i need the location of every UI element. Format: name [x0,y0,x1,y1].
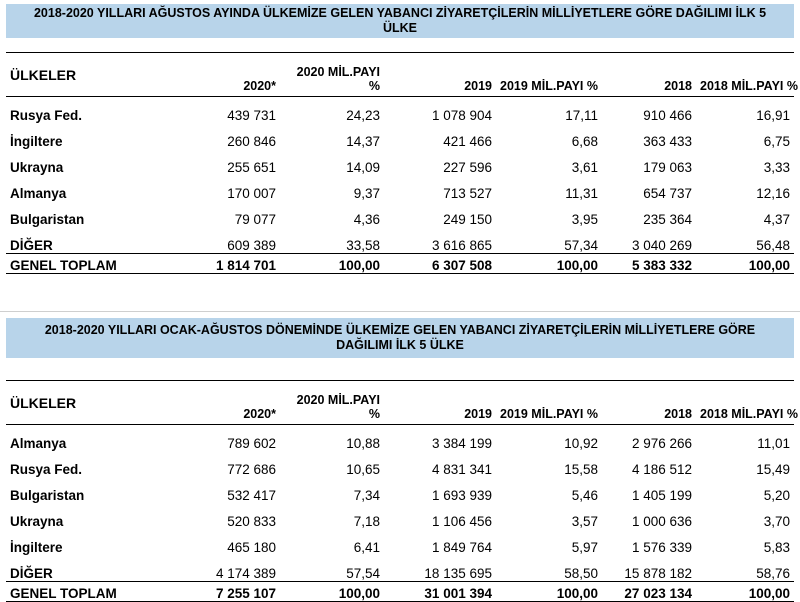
cell-value-2020: 532 417 [227,488,276,503]
cell-country: DİĞER [10,566,53,581]
cell-share-2018: 5,20 [763,488,790,503]
cell-share-2020: 57,54 [346,566,380,581]
cell-value-2020: 79 077 [234,212,276,227]
header-2018: 2018 [602,53,696,97]
cell-country: Almanya [10,436,67,451]
cell-value-2018: 2 976 266 [631,436,692,451]
header-2019-share: 2019 MİL.PAYI % [496,53,602,97]
header-2018-share: 2018 MİL.PAYI % [696,53,794,97]
cell-value-2019: 1 106 456 [431,514,492,529]
cell-share-2020: 4,36 [353,212,380,227]
total-value-2020: 7 255 107 [156,582,280,602]
cell-value-2019: 3 384 199 [431,436,492,451]
cell-value-2018: 1 576 339 [631,540,692,555]
cell-country: Ukrayna [10,160,64,175]
cell-country: Almanya [10,186,67,201]
cell-value-2018: 1 405 199 [631,488,692,503]
cell-share-2020: 14,37 [346,134,380,149]
cell-country: DİĞER [10,238,53,253]
cell-share-2019: 57,34 [564,238,598,253]
cell-country: İngiltere [10,134,63,149]
header-2020-share: 2020 MİL.PAYI % [280,53,384,97]
cell-value-2020: 260 846 [227,134,276,149]
total-row [6,582,794,602]
header-2018-share: 2018 MİL.PAYI % [696,381,794,425]
table-row [6,451,794,477]
cell-value-2020: 4 174 389 [215,566,276,581]
cell-share-2020: 24,23 [346,108,380,123]
total-share-2018: 100,00 [696,254,794,274]
table-row [6,529,794,555]
cell-value-2018: 363 433 [643,134,692,149]
cell-share-2018: 11,01 [757,436,790,451]
cell-share-2019: 5,97 [571,540,598,555]
total-value-2020: 1 814 701 [156,254,280,274]
total-share-2019: 100,00 [496,582,602,602]
cell-share-2019: 10,92 [564,436,598,451]
cell-value-2020: 520 833 [227,514,276,529]
cell-share-2020: 7,34 [353,488,380,503]
table-block-january-august [6,318,798,602]
table-title: 2018-2020 YILLARI AĞUSTOS AYINDA ÜLKEMİZE GELEN YABANCI ZİYARETÇİLERİN MİLLİYETLERE GÖRE DAĞILIMI İLK 5 ÜLKE [6,4,794,38]
cell-value-2018: 4 186 512 [631,462,692,477]
header-countries: ÜLKELER [6,381,156,425]
cell-value-2018: 910 466 [643,108,692,123]
table-row [6,503,794,529]
table-row [6,555,794,582]
cell-value-2019: 1 078 904 [431,108,492,123]
cell-value-2019: 1 849 764 [431,540,492,555]
total-share-2019: 100,00 [496,254,602,274]
cell-value-2019: 4 831 341 [431,462,492,477]
cell-share-2019: 11,31 [565,186,598,201]
cell-share-2018: 6,75 [763,134,790,149]
cell-country: Bulgaristan [10,212,85,227]
cell-country: Bulgaristan [10,488,85,503]
cell-share-2018: 56,48 [756,238,790,253]
header-2019-share: 2019 MİL.PAYI % [496,381,602,425]
cell-value-2019: 249 150 [443,212,492,227]
cell-value-2019: 227 596 [443,160,492,175]
cell-value-2018: 1 000 636 [631,514,692,529]
cell-value-2018: 15 878 182 [624,566,692,581]
cell-share-2019: 15,58 [564,462,598,477]
cell-share-2020: 14,09 [346,160,380,175]
cell-share-2020: 33,58 [346,238,380,253]
total-row [6,254,794,274]
cell-country: Rusya Fed. [10,108,83,123]
table-row [6,123,794,149]
cell-value-2019: 1 693 939 [431,488,492,503]
header-2019: 2019 [384,381,496,425]
header-2020: 2020* [156,381,280,425]
total-value-2018: 27 023 134 [602,582,696,602]
total-value-2019: 6 307 508 [384,254,496,274]
cell-value-2018: 3 040 269 [631,238,692,253]
cell-country: İngiltere [10,540,63,555]
cell-value-2019: 3 616 865 [431,238,492,253]
header-countries: ÜLKELER [6,53,156,97]
cell-share-2018: 15,49 [756,462,790,477]
cell-share-2019: 58,50 [564,566,598,581]
table-title: 2018-2020 YILLARI OCAK-AĞUSTOS DÖNEMİNDE ÜLKEMİZE GELEN YABANCI ZİYARETÇİLERİN MİLLİYETLERE GÖRE DAĞILIMI İLK 5 ÜLKE [6,318,794,358]
cell-value-2020: 609 389 [227,238,276,253]
table-row [6,97,794,124]
cell-share-2019: 3,61 [571,160,598,175]
cell-share-2020: 9,37 [353,186,380,201]
cell-value-2018: 179 063 [643,160,692,175]
table-row [6,425,794,452]
cell-value-2019: 421 466 [443,134,492,149]
cell-share-2018: 3,33 [763,160,790,175]
cell-share-2020: 6,41 [353,540,380,555]
header-2018: 2018 [602,381,696,425]
cell-share-2018: 12,16 [756,186,790,201]
cell-share-2018: 5,83 [763,540,790,555]
cell-share-2018: 3,70 [763,514,790,529]
cell-value-2018: 654 737 [643,186,692,201]
total-value-2018: 5 383 332 [602,254,696,274]
table-row [6,477,794,503]
cell-country: Ukrayna [10,514,64,529]
data-table [6,52,798,274]
header-2019: 2019 [384,53,496,97]
section-divider [0,311,800,312]
header-2020-share: 2020 MİL.PAYI % [280,381,384,425]
total-value-2019: 31 001 394 [384,582,496,602]
cell-share-2019: 5,46 [571,488,598,503]
total-share-2020: 100,00 [280,582,384,602]
cell-share-2018: 4,37 [763,212,790,227]
header-2020: 2020* [156,53,280,97]
cell-share-2018: 16,91 [756,108,790,123]
cell-value-2018: 235 364 [643,212,692,227]
cell-value-2020: 772 686 [227,462,276,477]
cell-share-2020: 7,18 [353,514,380,529]
cell-share-2019: 3,57 [571,514,598,529]
cell-value-2020: 465 180 [227,540,276,555]
table-row [6,175,794,201]
cell-share-2020: 10,65 [346,462,380,477]
table-row [6,201,794,227]
total-share-2018: 100,00 [696,582,794,602]
cell-value-2020: 170 007 [227,186,276,201]
cell-country: Rusya Fed. [10,462,83,477]
cell-value-2019: 18 135 695 [424,566,492,581]
cell-share-2018: 58,76 [756,566,790,581]
table-row [6,149,794,175]
cell-value-2020: 789 602 [227,436,276,451]
table-block-august [6,4,798,274]
table-row [6,227,794,254]
cell-share-2019: 3,95 [571,212,598,227]
cell-value-2020: 255 651 [227,160,276,175]
cell-value-2020: 439 731 [227,108,276,123]
data-table [6,380,798,602]
total-share-2020: 100,00 [280,254,384,274]
total-country: GENEL TOPLAM [6,582,156,602]
cell-share-2019: 6,68 [571,134,598,149]
cell-share-2019: 17,11 [565,108,598,123]
total-country: GENEL TOPLAM [6,254,156,274]
cell-share-2020: 10,88 [346,436,380,451]
cell-value-2019: 713 527 [443,186,492,201]
